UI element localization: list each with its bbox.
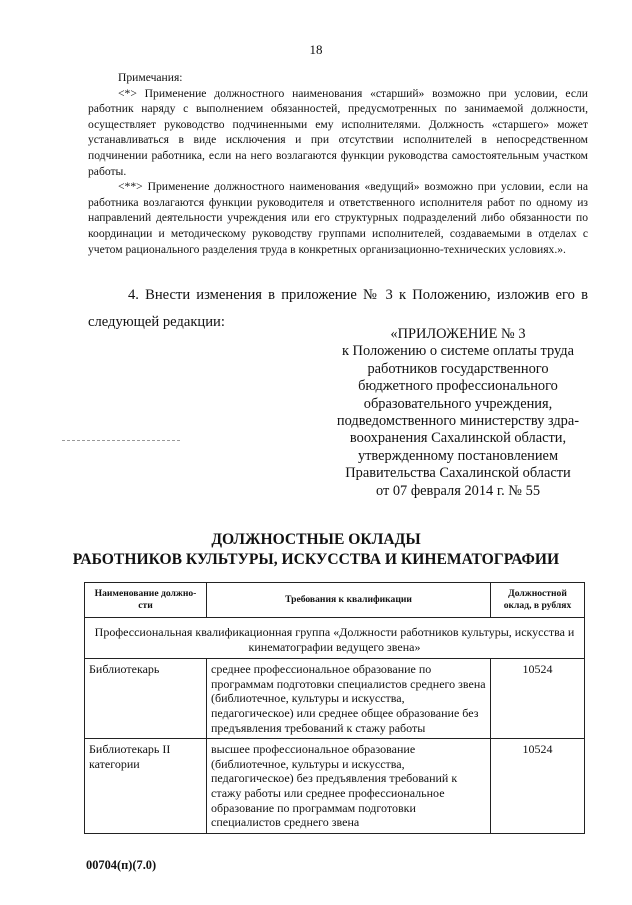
appendix-line: воохранения Сахалинской области, — [349, 430, 567, 447]
appendix-line: бюджетного профессионального — [358, 378, 558, 395]
header-requirements: Требования к квалификации — [207, 583, 491, 618]
note-leading: <**> Применение должностного наименования «ведущий» возможно при условии, если на работника возлагаются функции руководителя и ответственного исполнителя работ по одному из направлений деятельности учреждения или его структурных подразделений либо обязанности по координации и методическому руководству группами исполнителей, создаваемыми в отделах с учетом рационального разделения труда в конкретных организационно-технических условиях.». — [88, 180, 588, 256]
document-code: 00704(п)(7.0) — [86, 858, 157, 872]
table-row — [85, 739, 585, 834]
table-header-row — [85, 583, 585, 618]
appendix-line: работников государственного — [367, 360, 549, 377]
salary-table — [84, 582, 585, 834]
appendix-line: утвержденному постановлением — [357, 447, 559, 464]
title-line-2: РАБОТНИКОВ КУЛЬТУРЫ, ИСКУССТВА И КИНЕМАТОГРАФИИ — [72, 551, 560, 568]
page-number: 18 — [309, 42, 323, 57]
cell-requirements: среднее профессиональное образование по программам подготовки специалистов среднего звена (библиотечное, культуры и искусства, педагогическое) или среднее общее образование без предъявления требований к стажу работы — [207, 659, 491, 739]
table-row — [85, 659, 585, 739]
cell-salary: 10524 — [491, 739, 585, 834]
header-position: Наименование должно-сти — [85, 583, 207, 618]
appendix-line: подведомственного министерству здра- — [336, 413, 580, 430]
cell-position: Библиотекарь — [85, 659, 207, 739]
cell-requirements: высшее профессиональное образование (библиотечное, культуры и искусства, педагогическое) без предъявления требований к стажу работы или среднее профессиональное образование по программам подготовки специалистов среднего звена — [207, 739, 491, 834]
header-salary: Должностной оклад, в рублях — [491, 583, 585, 618]
cell-position: Библиотекарь II категории — [85, 739, 207, 834]
appendix-line: к Положению о системе оплаты труда — [341, 343, 575, 360]
table-group-row — [85, 618, 585, 659]
appendix-line: образовательного учреждения, — [363, 395, 553, 412]
notes-section — [88, 70, 588, 257]
notes-heading: Примечания: — [118, 71, 183, 84]
appendix-line: Правительства Сахалинской области — [345, 465, 571, 482]
appendix-line: «ПРИЛОЖЕНИЕ № 3 — [390, 326, 526, 342]
appendix-header — [322, 326, 594, 500]
group-title: Профессиональная квалификационная группа «Должности работников культуры, искусства и кинематографии ведущего звена» — [85, 618, 585, 659]
appendix-line: от 07 февраля 2014 г. № 55 — [375, 482, 541, 499]
document-title — [0, 530, 632, 570]
item-4-text: 4. Внести изменения в приложение № 3 к Положению, изложив его в следующей редакции: — [88, 287, 588, 330]
title-line-1: ДОЛЖНОСТНЫЕ ОКЛАДЫ — [211, 531, 421, 548]
note-senior: <*> Применение должностного наименования «старший» возможно при условии, если работник наряду с выполнением обязанностей, предусмотренных по занимаемой должности, осуществляет руководство подчиненными ему исполнителями. Должность «старшего» может устанавливаться в виде исключения и при отсутствии исполнителей в непосредственном подчинении работника, если на него возлагаются функции руководства самостоятельным участком работы. — [88, 86, 588, 178]
cell-salary: 10524 — [491, 659, 585, 739]
scan-artifact-line — [62, 440, 180, 441]
